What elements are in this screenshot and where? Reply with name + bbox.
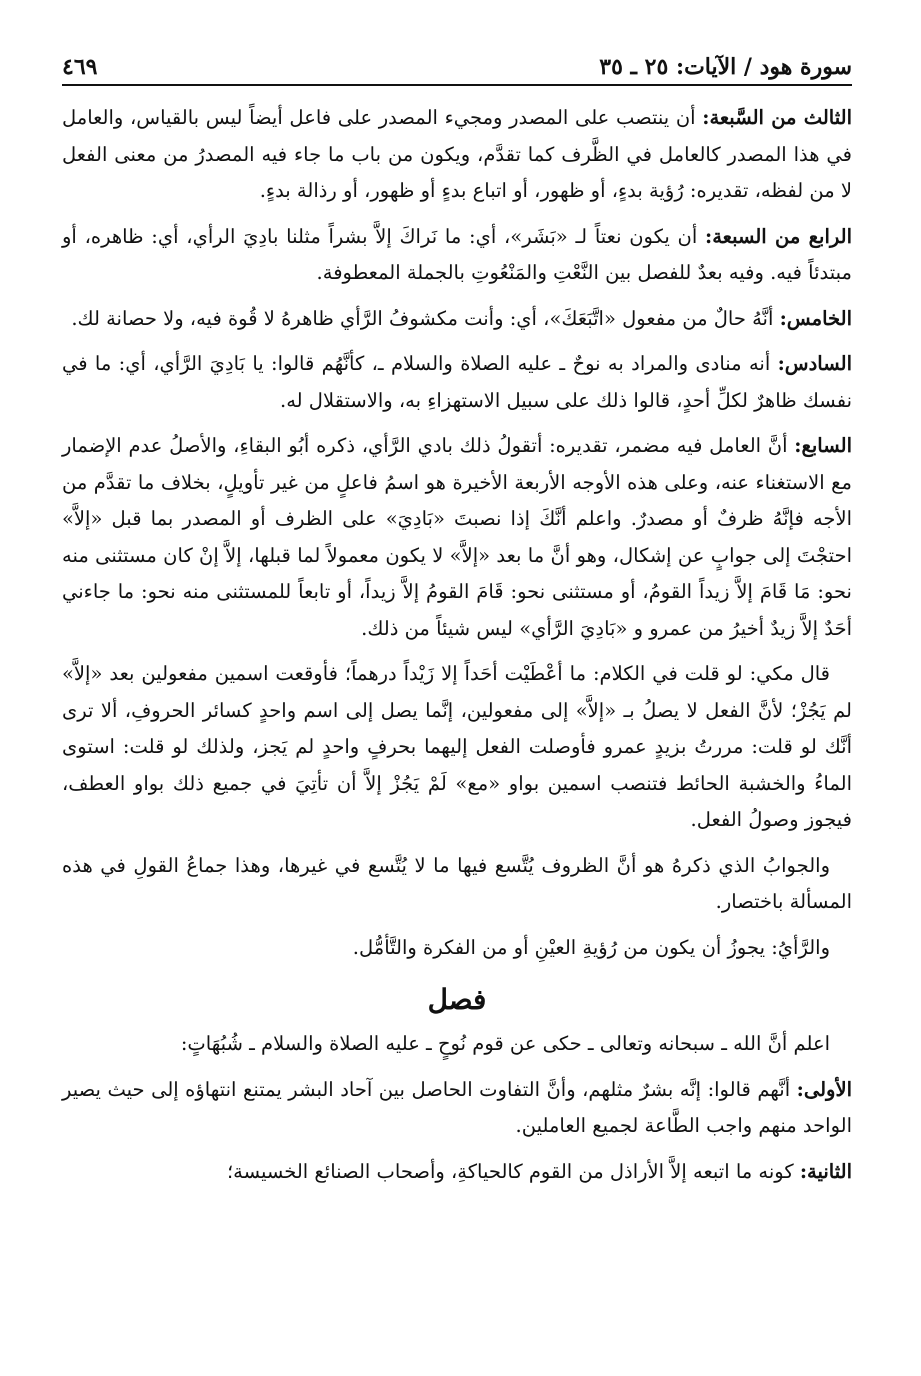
paragraph-lead: الثانية:: [799, 1159, 852, 1183]
paragraph-lead: الرابع من السبعة:: [705, 224, 852, 248]
paragraph-text: أنَّهُ حالٌ من مفعول «اتَّبَعَكَ»، أي: وأنت مكشوفُ الرَّأي ظاهرهُ لا قُوة فيه، ولا حصانة لك.: [71, 306, 780, 330]
paragraph-text: أن يكون نعتاً لـ «بَشَر»، أي: ما نَراكَ إلاَّ بشراً مثلنا بادِيَ الرأي، أي: ظاهره، أو مبتدئاً فيه. وفيه بعدٌ للفصل بين النَّعْتِ والمَنْعُوتِ بالجملة المعطوفة.: [62, 224, 852, 284]
paragraph-text: والجوابُ الذي ذكرهُ هو أنَّ الظروف يُتَّسع فيها ما لا يُتَّسع في غيرها، وهذا جماعُ القولِ في هذه المسألة باختصار.: [62, 853, 852, 913]
paragraph-second-doubt: [62, 1154, 852, 1191]
book-page: [62, 40, 852, 1360]
paragraph-fifth: [62, 301, 852, 338]
paragraph-section-intro: [62, 1026, 852, 1063]
paragraph-lead: السادس:: [777, 352, 852, 375]
paragraph-third-of-seven: [62, 100, 852, 210]
paragraph-fourth-of-seven: [62, 219, 852, 292]
paragraph-text: قال مكي: لو قلت في الكلام: ما أعْطَيْت أحَداً إلا زَيْداً درهماً؛ فأوقعت اسمين مفعولين بعد «إلاَّ» لم يَجُزْ؛ لأنَّ الفعل لا يصلُ بـ «إلاَّ» إلى مفعولين، إنَّما يصل إلى اسم واحدٍ كسائر الحروفِ، ألا ترى أنَّك لو قلت: مررتُ بزيدٍ عمرو فأوصلت الفعل إليهما بحرفٍ واحدٍ لم يَجز، ولذلك لو قلت: استوى الماءُ والخشبة الحائط فتنصب اسمين بواو «مع» لَمْ يَجُزْ إلاَّ أن تأتِيَ في جميع ذلك بواو العطف، فيجوز وصولُ الفعل.: [62, 662, 852, 831]
paragraph-text: أنَّهم قالوا: إنَّه بشرٌ مثلهم، وأنَّ التفاوت الحاصل بين آحاد البشر يمتنع انتهاؤه إلى حيث يصير الواحد منهم واجب الطَّاعة لجميع العاملين.: [62, 1077, 852, 1137]
paragraph-text: أنَّ العامل فيه مضمر، تقديره: أتقولُ ذلك بادي الرَّأي، ذكره أبُو البقاءِ، والأصلُ عدم الإضمار مع الاستغناء عنه، وعلى هذه الأوجه الأربعة الأخيرة هو اسمُ فاعلٍ من غير تأويلٍ، بخلاف ما تقدَّم من الأجه فإنَّهُ ظرفٌ أو مصدرٌ. واعلم أنَّكَ إذا نصبتَ «بَادِيَ» على الظرف أو المصدر بما قبل «إلاَّ» احتجْتَ إلى جوابٍ عن إشكال، وهو أنَّ ما بعد «إلاَّ» لا يكون معمولاً لما قبلها، إلاَّ إنْ كان مستثنى منه نحو: مَا قَامَ إلاَّ زيداً القومُ، أو مستثنى نحو: قَامَ القومُ إلاَّ زيداً، أو تابعاً للمستثنى منه نحو: ما جاءني أحَدٌ إلاَّ زيدٌ أخيرُ من عمرو و «بَادِيَ الرَّأي» ليس شيئاً من ذلك.: [62, 434, 852, 640]
paragraph-text: كونه ما اتبعه إلاَّ الأراذل من القوم كالحياكةِ، وأصحاب الصنائع الخسيسة؛: [226, 1159, 800, 1183]
paragraph-lead: السابع:: [794, 434, 852, 457]
paragraph-lead: الأولى:: [796, 1077, 852, 1101]
paragraph-text: والرَّأيُ: يجوزُ أن يكون من رُؤيةِ العيْنِ أو من الفكرة والتَّأمُّل.: [352, 935, 830, 959]
paragraph-sixth: [62, 346, 852, 419]
paragraph-makki-quote: [62, 656, 852, 839]
paragraph-first-doubt: [62, 1072, 852, 1145]
paragraph-text: أنه منادى والمراد به نوحٌ ـ عليه الصلاة والسلام ـ، كأنَّهُم قالوا: يا بَادِيَ الرَّأي، أي: ما في نفسك ظاهرٌ لكلِّ أحدٍ، قالوا ذلك على سبيل الاستهزاءِ به، والاستقلال له.: [62, 352, 852, 412]
paragraph-lead: الثالث من السَّبعة:: [702, 106, 852, 129]
page-number: ٤٦٩: [62, 54, 98, 80]
section-heading: فصل: [427, 983, 487, 1016]
body-text: [62, 100, 852, 1190]
header-title: سورة هود / الآيات: ٢٥ ـ ٣٥: [599, 54, 852, 80]
paragraph-text: اعلم أنَّ الله ـ سبحانه وتعالى ـ حكى عن قوم نُوحٍ ـ عليه الصلاة والسلام ـ شُبُهَاتٍ:: [180, 1032, 830, 1055]
paragraph-answer: [62, 848, 852, 921]
paragraph-lead: الخامس:: [779, 306, 852, 330]
paragraph-ray-definition: [62, 930, 852, 967]
running-header: [62, 40, 852, 86]
paragraph-text: أن ينتصب على المصدر ومجيء المصدر على فاعل أيضاً ليس بالقياس، والعامل في هذا المصدر كالعامل في الظَّرف كما تقدَّم، ويكون من باب ما جاء فيه المصدرُ من معنى الفعل لا من لفظه، تقديره: رُؤية بدءٍ، أو ظهور، أو اتباع بدءٍ أو ظهور، أو رذالة بدءٍ.: [62, 106, 852, 202]
paragraph-seventh: [62, 428, 852, 647]
